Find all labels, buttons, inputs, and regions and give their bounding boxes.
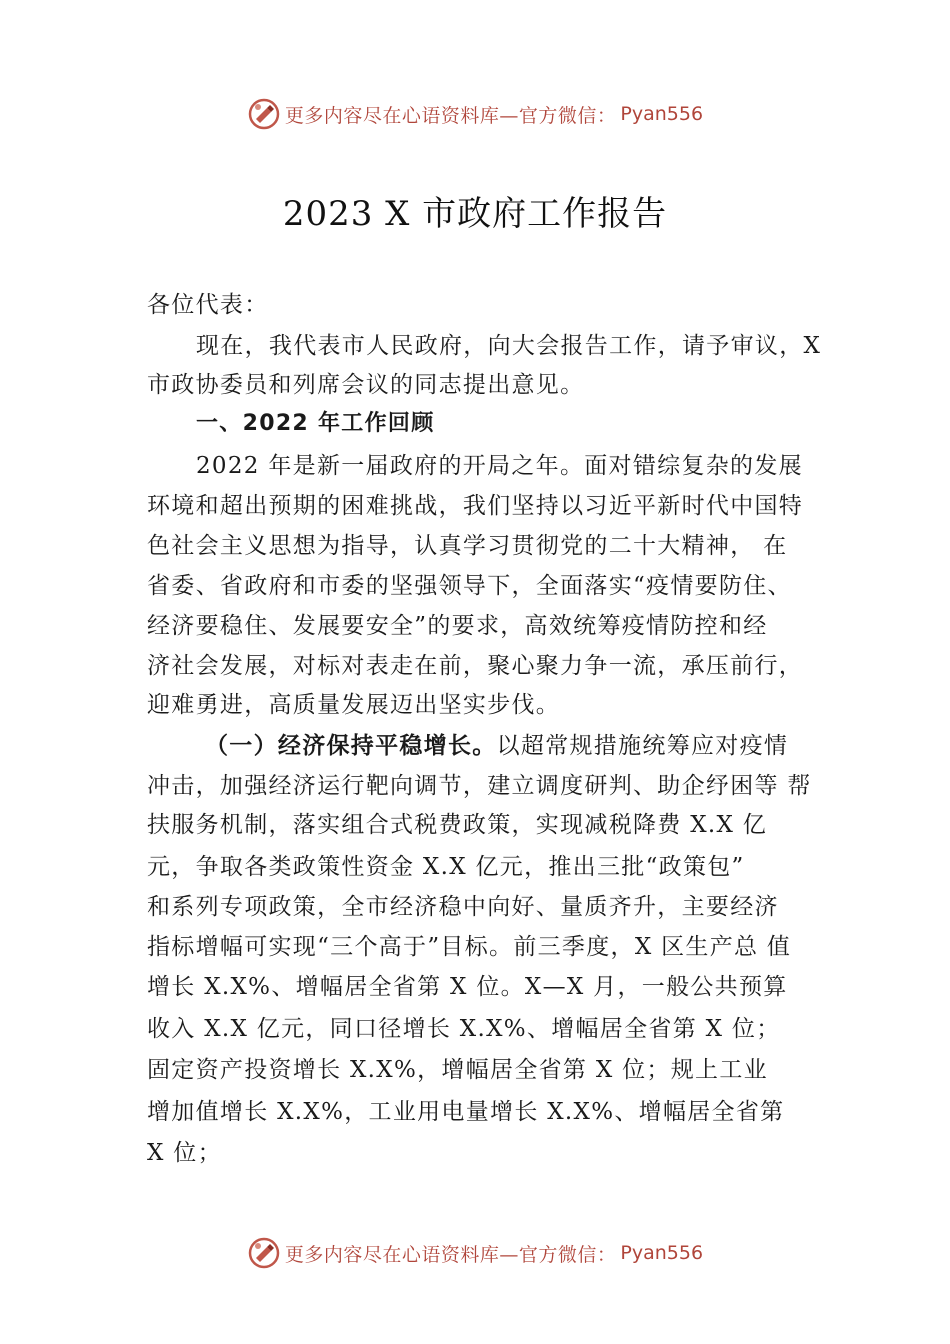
subsection-heading: （一）经济保持平稳增长。 (205, 732, 497, 759)
body-line: 现在，我代表市人民政府，向大会报告工作，请予审议，X (196, 333, 822, 359)
salutation: 各位代表： (147, 292, 269, 318)
body-line: 经济要稳住、发展要安全”的要求，高效统筹疫情防控和经 (147, 613, 768, 639)
body-line: 收入 X.X 亿元，同口径增长 X.X%、增幅居全省第 X 位； (147, 1016, 781, 1042)
section-heading: 一、2022 年工作回顾 (196, 411, 435, 436)
body-line: 迎难勇进，高质量发展迈出坚实步伐。 (147, 692, 561, 718)
body-line: 济社会发展，对标对表走在前，聚心聚力争一流，承压前行， (147, 653, 804, 679)
watermark-text: 更多内容尽在心语资料库—官方微信： (284, 104, 617, 127)
body-line: 冲击，加强经济运行靶向调节，建立调度研判、助企纾困等 帮 (147, 773, 812, 799)
watermark-logo-icon (247, 1236, 281, 1270)
watermark-logo-icon (247, 97, 281, 131)
body-line: 增长 X.X%、增幅居全省第 X 位。X—X 月，一般公共预算 (147, 974, 788, 1000)
body-line: 和系列专项政策，全市经济稳中向好、量质齐升，主要经济 (147, 894, 779, 920)
watermark-wechat-id: Pyan556 (620, 1242, 704, 1264)
body-line: 增加值增长 X.X%，工业用电量增长 X.X%、增幅居全省第 (147, 1099, 785, 1125)
body-line: 省委、省政府和市委的坚强领导下，全面落实“疫情要防住、 (147, 573, 792, 599)
watermark-text: 更多内容尽在心语资料库—官方微信： (284, 1243, 617, 1266)
body-text: 以超常规措施统筹应对疫情 (496, 733, 789, 759)
watermark-wechat-id: Pyan556 (620, 103, 704, 125)
subsection-line (205, 727, 788, 760)
watermark-footer (0, 1233, 950, 1273)
body-line: 固定资产投资增长 X.X%，增幅居全省第 X 位；规上工业 (147, 1057, 768, 1083)
watermark-header (0, 94, 950, 134)
body-line: 市政协委员和列席会议的同志提出意见。 (147, 372, 585, 398)
body-line: X 位； (147, 1140, 222, 1166)
body-line: 指标增幅可实现“三个高于”目标。前三季度，X 区生产总 值 (147, 934, 792, 960)
body-line: 元，争取各类政策性资金 X.X 亿元，推出三批“政策包” (147, 854, 745, 880)
body-line: 色社会主义思想为指导，认真学习贯彻党的二十大精神， 在 (147, 533, 788, 559)
document-title: 2023 X 市政府工作报告 (282, 194, 668, 234)
body-line: 扶服务机制，落实组合式税费政策，实现减税降费 X.X 亿 (147, 812, 768, 838)
body-line: 2022 年是新一届政府的开局之年。面对错综复杂的发展 (196, 453, 803, 479)
body-line: 环境和超出预期的困难挑战，我们坚持以习近平新时代中国特 (147, 493, 804, 519)
